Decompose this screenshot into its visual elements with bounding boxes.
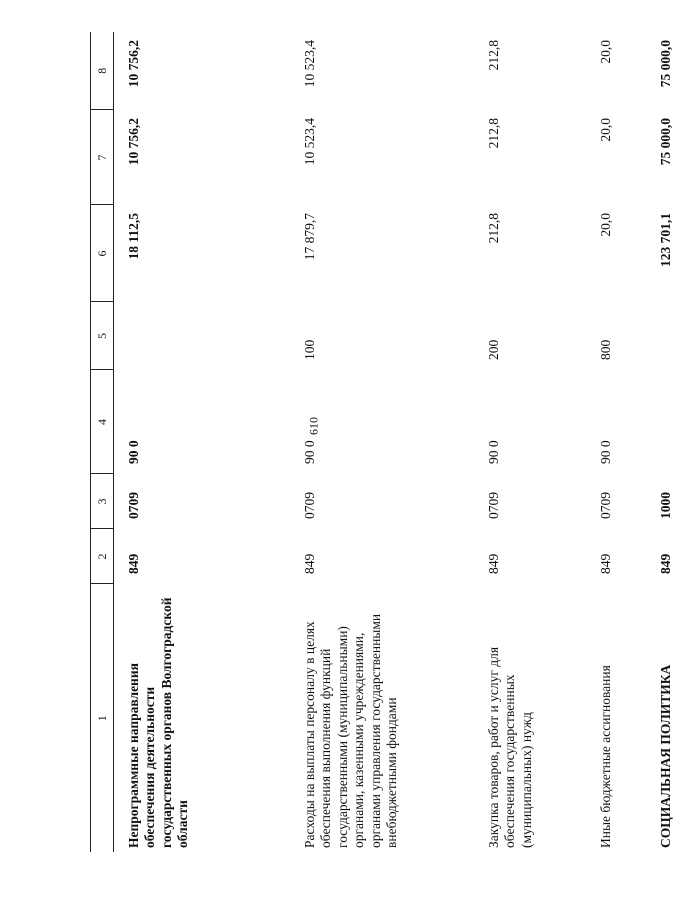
column-header-6: 6: [91, 205, 114, 302]
table-header-row: [91, 32, 114, 852]
cell-amount-7: 75 000,0: [658, 118, 673, 166]
column-header-5: 5: [91, 302, 114, 370]
cell-amount-7: 10 523,4: [302, 118, 317, 166]
cell-admin-code: 849: [658, 553, 673, 574]
column-header-3: 3: [91, 474, 114, 529]
cell-amount-8: 10 523,4: [302, 40, 317, 88]
cell-admin-code: 849: [486, 553, 501, 574]
cell-admin-code: 849: [598, 553, 613, 574]
cell-amount-6: 212,8: [486, 213, 501, 244]
cell-target-code: [646, 370, 682, 474]
page-number: 610: [306, 417, 321, 435]
cell-amount-7: 20,0: [598, 118, 613, 142]
column-header-1: 1: [91, 584, 114, 852]
cell-amount-8: 212,8: [486, 40, 501, 71]
cell-expense-type: 800: [598, 339, 613, 360]
budget-table: [90, 32, 682, 852]
cell-amount-7: 10 756,2: [126, 118, 141, 166]
cell-amount-8: 10 756,2: [126, 40, 141, 88]
table-row: [646, 32, 682, 852]
cell-expense-type: 200: [486, 339, 501, 360]
column-header-4: 4: [91, 370, 114, 474]
cell-expense-type: [646, 302, 682, 370]
cell-target-code: 90 0: [302, 440, 317, 464]
cell-amount-6: 20,0: [598, 213, 613, 237]
cell-section-code: 0709: [126, 492, 141, 519]
row-name: СОЦИАЛЬНАЯ ПОЛИТИКА: [658, 664, 673, 848]
cell-section-code: 1000: [658, 492, 673, 519]
rotated-table-container: [90, 32, 673, 852]
row-name: Расходы на выплаты персоналу в целях обеспечения выполнения функций государственными (муниципальными) органами, казенными учреждениями, органами управления государственными внебюджетными фондами: [302, 613, 400, 848]
cell-expense-type: [114, 302, 291, 370]
cell-section-code: 0709: [598, 492, 613, 519]
row-name: Иные бюджетные ассигнования: [598, 665, 613, 848]
cell-amount-6: 17 879,7: [302, 213, 317, 261]
cell-target-code: 90 0: [126, 440, 141, 464]
row-name: Непрограммные направления обеспечения деятельности государственных органов Волгоградской области: [126, 597, 191, 848]
column-header-2: 2: [91, 529, 114, 584]
table-row: [586, 32, 646, 852]
cell-amount-6: 18 112,5: [126, 213, 141, 260]
table-row: [474, 32, 586, 852]
cell-amount-8: 75 000,0: [658, 40, 673, 88]
cell-amount-7: 212,8: [486, 118, 501, 149]
column-header-8: 8: [91, 32, 114, 110]
cell-admin-code: 849: [302, 553, 317, 574]
cell-target-code: 90 0: [598, 440, 613, 464]
cell-expense-type: 100: [302, 339, 317, 360]
table-row: [290, 32, 474, 852]
cell-amount-6: 123 701,1: [658, 213, 673, 267]
cell-section-code: 0709: [302, 492, 317, 519]
cell-target-code: 90 0: [486, 440, 501, 464]
cell-admin-code: 849: [126, 553, 141, 574]
column-header-7: 7: [91, 110, 114, 205]
cell-section-code: 0709: [486, 492, 501, 519]
cell-amount-8: 20,0: [598, 40, 613, 64]
row-name: Закупка товаров, работ и услуг для обеспечения государственных (муниципальных) нужд: [486, 646, 534, 848]
table-row: [114, 32, 291, 852]
